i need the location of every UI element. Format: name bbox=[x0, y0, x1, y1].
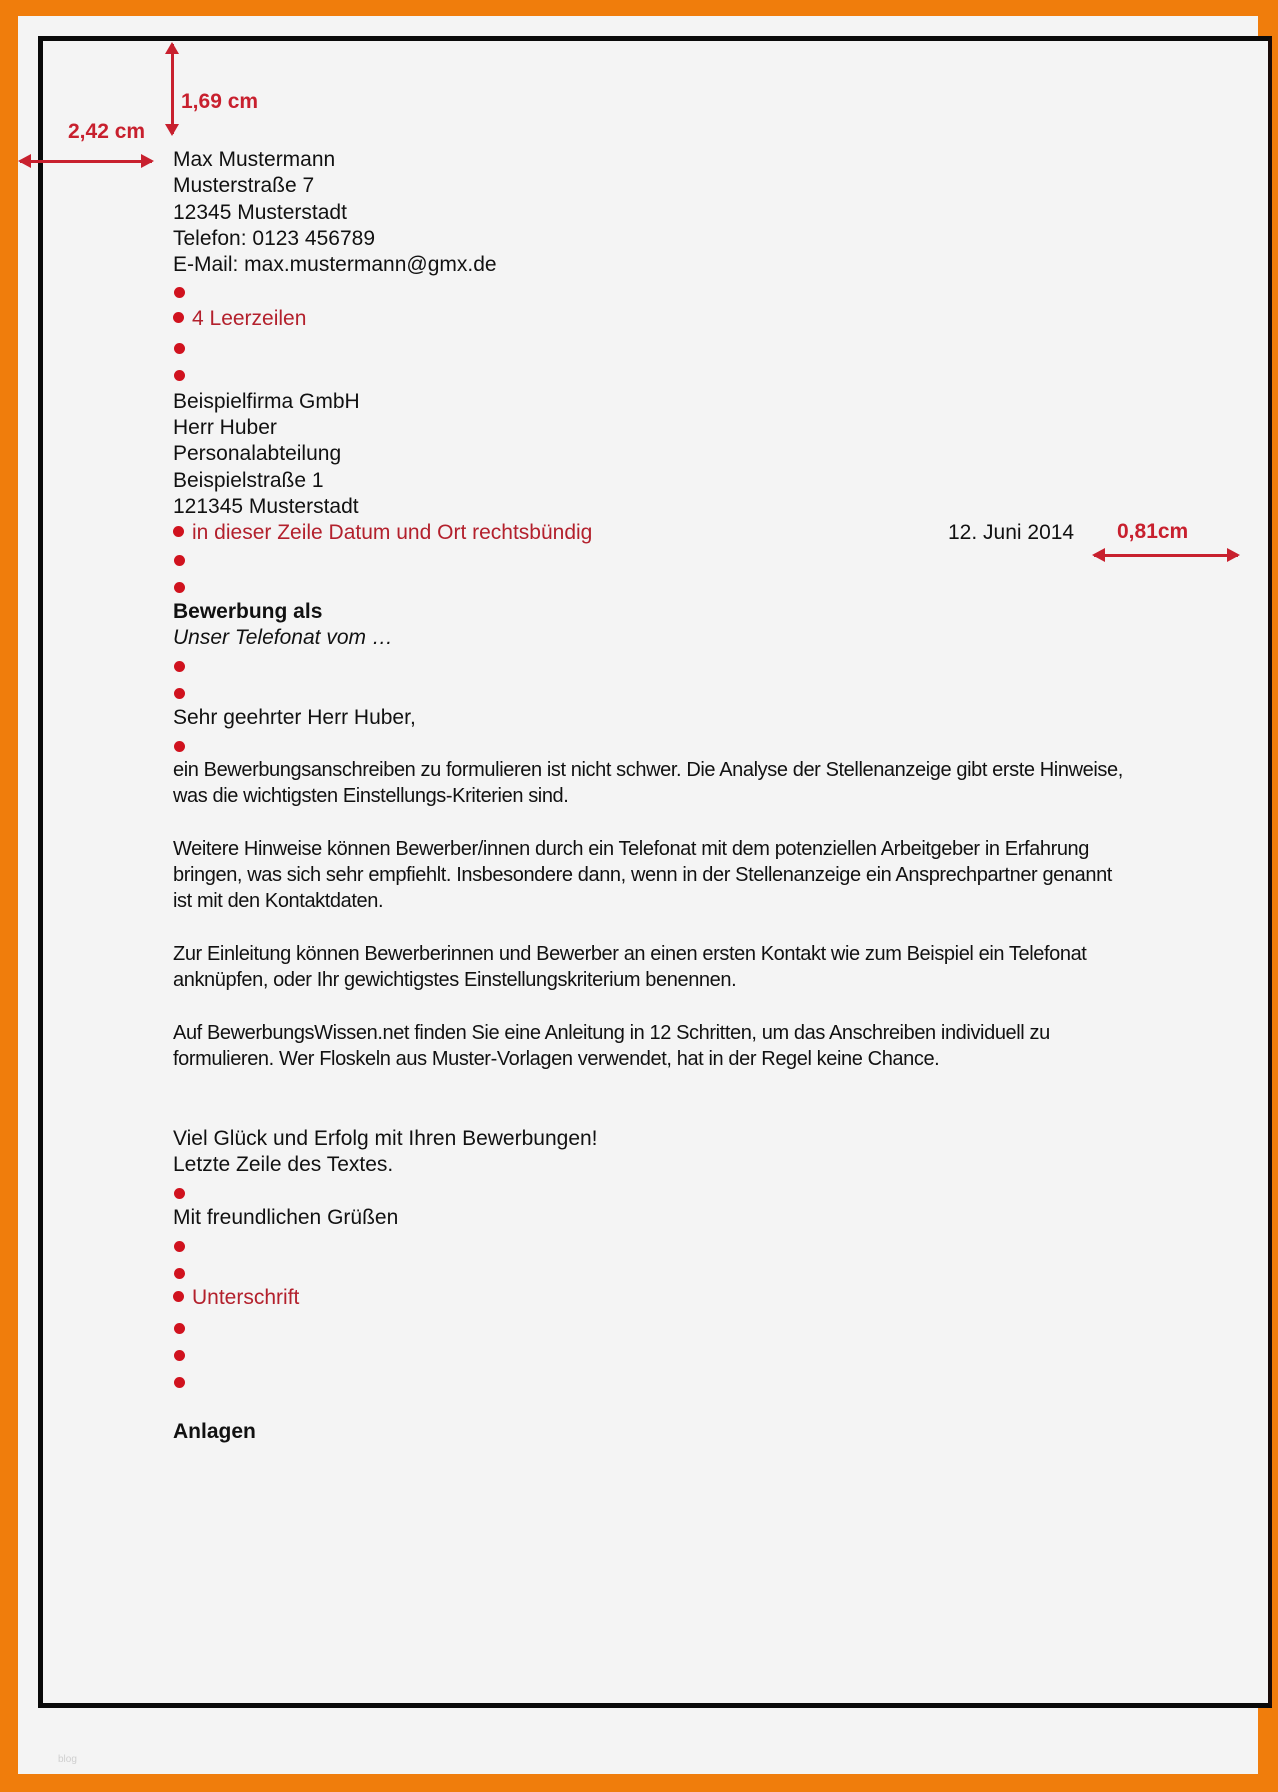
right-margin-label: 0,81cm bbox=[1117, 520, 1189, 543]
left-margin-label: 2,42 cm bbox=[68, 120, 146, 143]
blank-lines-hint-text: 4 Leerzeilen bbox=[192, 307, 307, 330]
closing-line: Letzte Zeile des Textes. bbox=[173, 1153, 394, 1176]
sender-name: Max Mustermann bbox=[173, 148, 336, 171]
blank-line-dot-icon bbox=[174, 741, 185, 752]
top-margin-arrow-icon bbox=[171, 44, 174, 134]
blank-line-dot-icon bbox=[174, 1188, 185, 1199]
top-margin-label: 1,69 cm bbox=[181, 90, 259, 113]
recipient-street: Beispielstraße 1 bbox=[173, 469, 324, 492]
recipient-department: Personalabteilung bbox=[173, 442, 342, 465]
blank-line-dot-icon bbox=[174, 688, 185, 699]
recipient-person: Herr Huber bbox=[173, 416, 277, 439]
body-paragraph: Zur Einleitung können Bewerberinnen und Bewerber an einen ersten Kontakt wie zum Beispiel ein Telefonat anknüpfen, oder Ihr gewichtigstes Einstellungskriterium benennen. bbox=[173, 943, 1087, 991]
closing-line: Viel Glück und Erfolg mit Ihren Bewerbungen! bbox=[173, 1127, 598, 1150]
blank-line-dot-icon bbox=[174, 1377, 185, 1388]
blank-line-dot-icon bbox=[173, 312, 184, 323]
subject-title: Bewerbung als bbox=[173, 600, 323, 623]
blank-line-dot-icon bbox=[174, 1323, 185, 1334]
subject-reference: Unser Telefonat vom … bbox=[173, 626, 393, 649]
body-paragraph: ein Bewerbungsanschreiben zu formulieren ist nicht schwer. Die Analyse der Stellenanzeige gibt erste Hinweise, was die wichtigsten Einstellungs-Kriterien sind. bbox=[173, 759, 1123, 807]
body-paragraph: Weitere Hinweise können Bewerber/innen durch ein Telefonat mit dem potenziellen Arbeitgeber in Erfahrung bringen, was sich sehr empfiehlt. Insbesondere dann, wenn in der Stellenanzeige ein Ansprechpartner genannt ist mit den Kontaktdaten. bbox=[173, 838, 1112, 912]
sender-phone: Telefon: 0123 456789 bbox=[173, 227, 376, 250]
blank-line-dot-icon bbox=[174, 1241, 185, 1252]
recipient-city: 121345 Musterstadt bbox=[173, 495, 359, 518]
blank-line-dot-icon bbox=[174, 1350, 185, 1361]
blank-lines-hint bbox=[173, 306, 306, 332]
right-margin-arrow-icon bbox=[1094, 554, 1238, 557]
blank-line-dot-icon bbox=[174, 287, 185, 298]
blank-line-dot-icon bbox=[174, 582, 185, 593]
letter-date: 12. Juni 2014 bbox=[948, 521, 1075, 544]
sender-city: 12345 Musterstadt bbox=[173, 201, 347, 224]
date-line-hint-text: in dieser Zeile Datum und Ort rechtsbündig bbox=[192, 521, 593, 544]
body-paragraph: Auf BewerbungsWissen.net finden Sie eine Anleitung in 12 Schritten, um das Anschreiben individuell zu formulieren. Wer Floskeln aus Muster-Vorlagen verwendet, hat in der Regel keine Chance. bbox=[173, 1022, 1050, 1070]
recipient-company: Beispielfirma GmbH bbox=[173, 390, 360, 413]
left-margin-arrow-icon bbox=[20, 160, 152, 163]
blank-line-dot-icon bbox=[174, 370, 185, 381]
signature-hint-text: Unterschrift bbox=[192, 1286, 300, 1309]
salutation: Sehr geehrter Herr Huber, bbox=[173, 706, 416, 729]
watermark: blog bbox=[58, 1754, 77, 1765]
closing-greeting: Mit freundlichen Grüßen bbox=[173, 1206, 399, 1229]
attachments-label: Anlagen bbox=[173, 1420, 256, 1443]
blank-line-dot-icon bbox=[174, 1268, 185, 1279]
blank-line-dot-icon bbox=[173, 526, 184, 537]
blank-line-dot-icon bbox=[174, 343, 185, 354]
signature-hint bbox=[173, 1285, 299, 1311]
sender-street: Musterstraße 7 bbox=[173, 174, 315, 197]
sender-email: E-Mail: max.mustermann@gmx.de bbox=[173, 253, 497, 276]
blank-line-dot-icon bbox=[173, 1291, 184, 1302]
date-line-hint bbox=[173, 520, 592, 546]
blank-line-dot-icon bbox=[174, 555, 185, 566]
blank-line-dot-icon bbox=[174, 661, 185, 672]
